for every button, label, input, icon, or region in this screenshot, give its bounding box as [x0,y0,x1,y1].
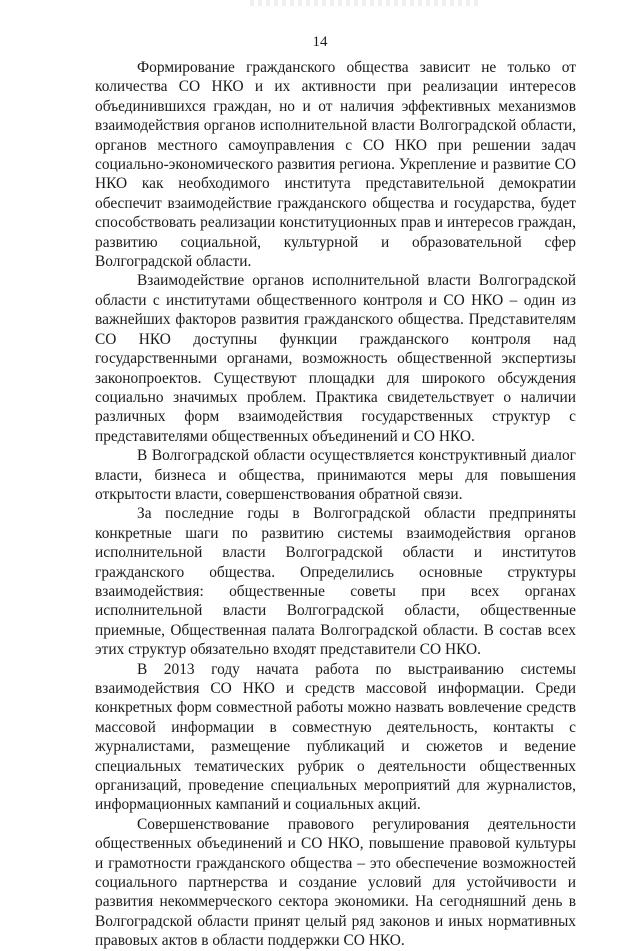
paragraph-legal-regulation: Совершенствование правового регулирования деятельности общественных объединений и СО НКО, повышение правовой культуры и грамотности гражданского общества – это обеспечение возможностей социального партнерства и создание условий для устойчивости и развития некоммерческого сектора экономики. На сегодняшний день в Волгоградской области принят целый ряд законов и иных нормативных правовых актов в области поддержки СО НКО. [95,815,576,950]
scan-header-artifact [250,0,480,6]
paragraph-civil-society-formation: Формирование гражданского общества зависит не только от количества СО НКО и их активности при реализации интересов объединившихся граждан, но и от наличия эффективных механизмов взаимодействия органов исполнительной власти Волгоградской области, органов местного самоуправления с СО НКО при решении задач социально-экономического развития региона. Укрепление и развитие СО НКО как необходимого института представительной демократии обеспечит взаимодействие гражданского общества и государства, будет способствовать реализации конституционных прав и интересов граждан, развитию социальной, культурной и образовательной сфер Волгоградской области. [95,59,576,271]
paragraph-public-control-interaction: Взаимодействие органов исполнительной власти Волгоградской области с институтами общественного контроля и СО НКО – один из важнейших факторов развития гражданского общества. Представителям СО НКО доступны функции гражданского контроля над государственными органами, возможность общественной экспертизы законопроектов. Существуют площадки для широкого обсуждения социально значимых проблем. Практика свидетельствует о наличии различных форм взаимодействия государственных структур с представителями общественных объединений и СО НКО. [95,272,576,445]
page-number: 14 [312,34,328,50]
paragraph-mass-media-cooperation: В 2013 году начата работа по выстраиванию системы взаимодействия СО НКО и средств массовой информации. Среди конкретных форм совместной работы можно назвать вовлечение средств массовой информации в совместную деятельность, контакты с журналистами, размещение публикаций и сюжетов и ведение специальных тематических рубрик о деятельности общественных организаций, проведение специальных мероприятий для журналистов, информационных кампаний и социальных акций. [95,660,576,814]
body-text [95,58,576,951]
paragraph-interaction-structures: За последние годы в Волгоградской области предприняты конкретные шаги по развитию системы взаимодействия органов исполнительной власти Волгоградской области и институтов гражданского общества. Определились основные структуры взаимодействия: общественные советы при всех органах исполнительной власти Волгоградской области, общественные приемные, Общественная палата Волгоградской области. В состав всех этих структур обязательно входят представители СО НКО. [95,505,576,659]
paragraph-constructive-dialogue: В Волгоградской области осуществляется конструктивный диалог власти, бизнеса и общества, принимаются меры для повышения открытости власти, совершенствования обратной связи. [95,447,576,503]
